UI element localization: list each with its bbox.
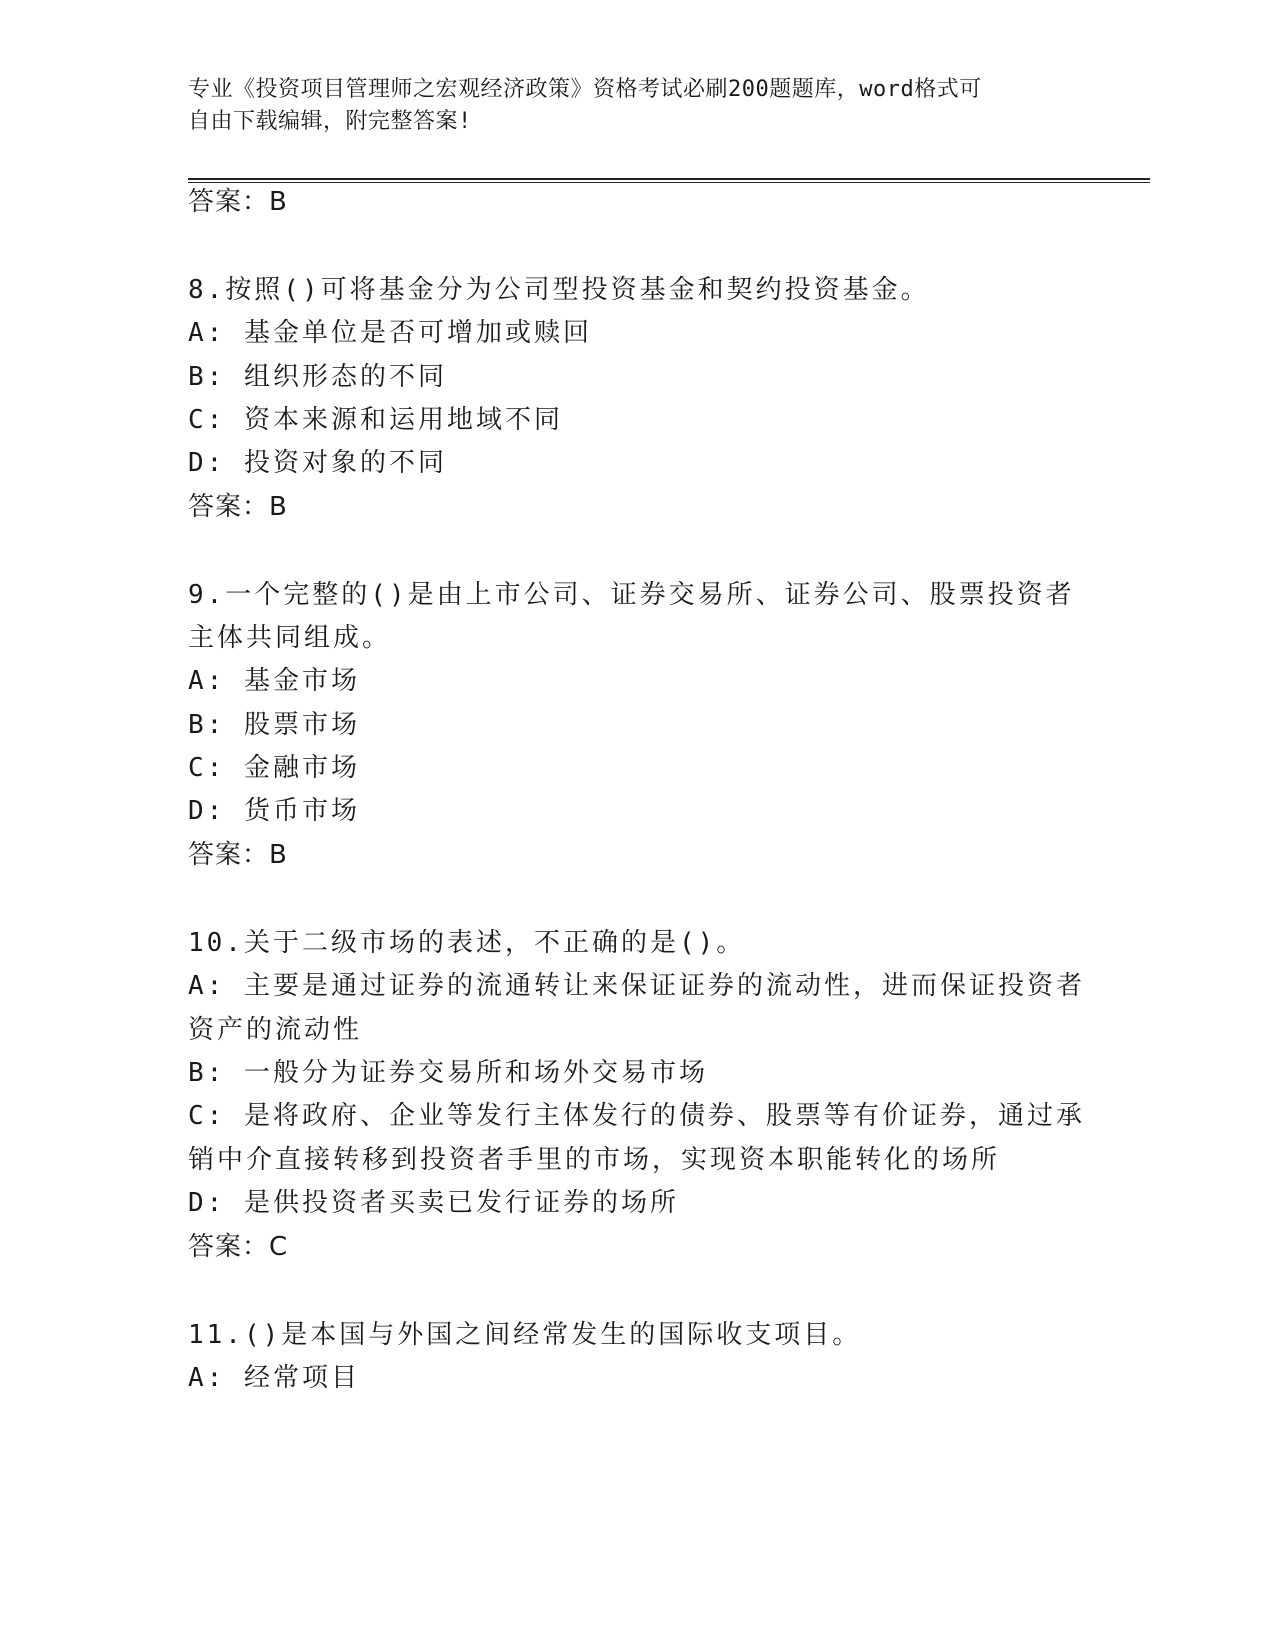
question-stem: 8.按照()可将基金分为公司型投资基金和契约投资基金。 xyxy=(188,275,930,305)
option-b: B: 组织形态的不同 xyxy=(188,362,447,392)
answer-line: 答案：B xyxy=(188,187,288,217)
option-c: C: 金融市场 xyxy=(188,753,360,783)
question-stem: 11.()是本国与外国之间经常发生的国际收支项目。 xyxy=(188,1320,862,1350)
answer-line: 答案：B xyxy=(188,492,288,522)
option-a: A: 基金单位是否可增加或赎回 xyxy=(188,318,592,348)
answer-line: 答案：B xyxy=(188,840,288,870)
header-divider xyxy=(188,178,1150,183)
question-stem: 10.关于二级市场的表述，不正确的是()。 xyxy=(188,928,746,958)
header-title-line-2: 自由下载编辑，附完整答案! xyxy=(188,109,472,134)
option-a-continued: 资产的流动性 xyxy=(188,1015,363,1045)
option-c-continued: 销中介直接转移到投资者手里的市场，实现资本职能转化的场所 xyxy=(188,1145,1001,1175)
option-d: D: 投资对象的不同 xyxy=(188,448,447,478)
question-stem-continued: 主体共同组成。 xyxy=(188,623,392,653)
option-c: C: 资本来源和运用地域不同 xyxy=(188,405,563,435)
option-b: B: 一般分为证券交易所和场外交易市场 xyxy=(188,1058,708,1088)
document-header xyxy=(188,74,1068,138)
option-d: D: 货币市场 xyxy=(188,796,360,826)
option-c: C: 是将政府、企业等发行主体发行的债券、股票等有价证券，通过承 xyxy=(188,1101,1085,1131)
header-title-line-1: 专业《投资项目管理师之宏观经济政策》资格考试必刷200题题库，word格式可 xyxy=(188,77,982,102)
option-d: D: 是供投资者买卖已发行证券的场所 xyxy=(188,1188,679,1218)
answer-line: 答案：C xyxy=(188,1232,289,1262)
option-a: A: 基金市场 xyxy=(188,666,360,696)
option-a: A: 主要是通过证券的流通转让来保证证券的流动性，进而保证投资者 xyxy=(188,971,1085,1001)
option-a: A: 经常项目 xyxy=(188,1363,360,1393)
option-b: B: 股票市场 xyxy=(188,710,360,740)
question-stem: 9.一个完整的()是由上市公司、证券交易所、证券公司、股票投资者 xyxy=(188,580,1075,610)
